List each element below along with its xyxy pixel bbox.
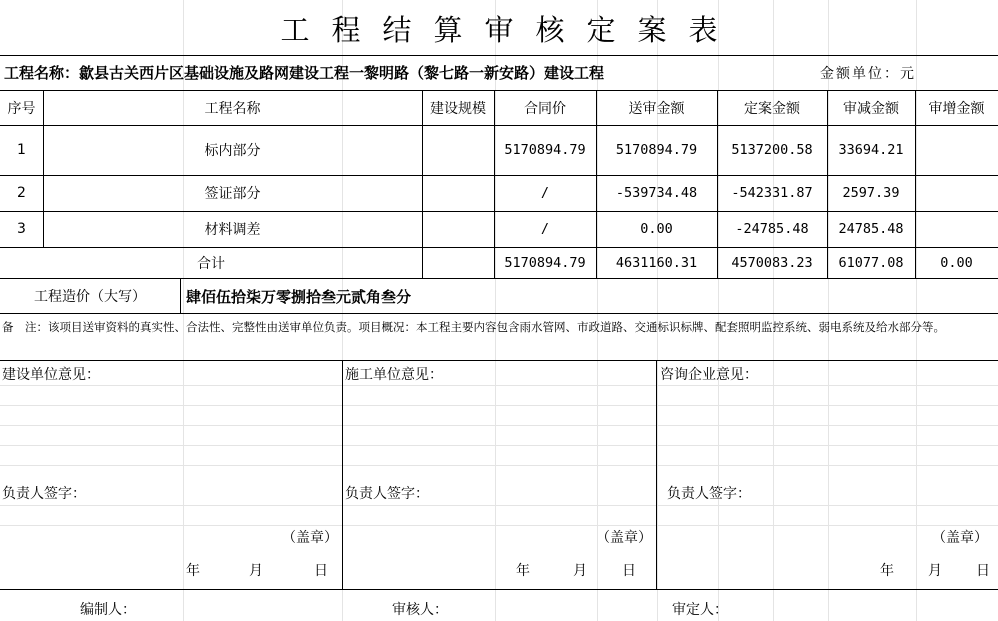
header-approved-amount: 定案金额 [744,100,800,117]
row-scale [422,211,494,247]
row-scale [422,175,494,211]
row-submitted-amount: 0.00 [640,221,673,237]
opinion-title: 施工单位意见： [345,367,443,383]
seal-label: （盖章） [932,530,988,546]
row-reduced-amount: 2597.39 [842,185,900,201]
header-project-name: 工程名称 [204,100,261,117]
page-title: 工程结算审核定案表 [280,13,740,47]
row-submitted-amount: 5170894.79 [615,142,698,158]
cost-capital-label: 工程造价（大写） [34,288,146,305]
signature-label: 负责人签字： [345,486,429,502]
row-name: 标内部分 [204,143,261,159]
row-approved-amount: -24785.48 [735,221,809,237]
project-name-line [4,62,604,83]
month-label: 月 [928,563,942,579]
header-index: 序号 [7,100,36,117]
day-label: 日 [976,563,990,579]
row-approved-amount: -542331.87 [731,185,813,201]
row-approved-amount: 5137200.58 [731,142,813,158]
row-contract-price: 5170894.79 [504,142,586,158]
row-increased-amount [915,175,998,211]
signature-label: 负责人签字： [2,486,86,502]
opinion-title: 咨询企业意见： [660,367,758,383]
amount-unit: 金额单位：元 [820,66,916,82]
header-submitted-amount: 送审金额 [628,100,685,117]
row-contract-price: / [540,185,550,201]
header-scale: 建设规模 [430,100,486,117]
header-contract-price: 合同价 [524,100,566,117]
month-label: 月 [573,563,587,579]
year-label: 年 [880,563,894,579]
cost-capital-value: 肆佰伍拾柒万零捌拾叁元贰角叁分 [186,288,412,306]
project-name-value: 歙县古关西片区基础设施及路网建设工程一黎明路（黎七路一新安路）建设工程 [79,64,605,82]
row-name: 材料调差 [204,222,261,238]
row-increased-amount [915,125,998,175]
row-reduced-amount: 33694.21 [838,142,904,158]
reviewer-label: 审核人： [392,602,448,618]
day-label: 日 [314,563,328,579]
row-index: 3 [17,221,26,237]
row-reduced-amount: 24785.48 [838,221,904,237]
seal-label: （盖章） [282,530,338,546]
total-label: 合计 [197,255,225,272]
total-submitted-amount: 4631160.31 [615,254,698,271]
row-name: 签证部分 [204,186,261,202]
row-submitted-amount: -539734.48 [615,185,698,201]
row-increased-amount [915,211,998,247]
remarks-note: 备 注：该项目送审资料的真实性、合法性、完整性由送审单位负责。项目概况：本工程主要内容包含雨水管网、市政道路、交通标识标牌、配套照明监控系统、弱电系统及给水部分等。 [2,320,945,334]
row-index: 1 [17,142,26,158]
total-approved-amount: 4570083.23 [731,254,813,271]
compiler-label: 编制人： [80,602,136,618]
total-increased-amount: 0.00 [940,254,973,271]
approver-label: 审定人： [672,602,728,618]
seal-label: （盖章） [596,530,652,546]
opinion-title: 建设单位意见： [2,367,100,383]
signature-label: 负责人签字： [667,486,751,502]
header-reduced-amount: 审减金额 [843,100,899,117]
month-label: 月 [249,563,263,579]
header-increased-amount: 审增金额 [928,100,985,117]
total-reduced-amount: 61077.08 [838,254,904,271]
row-contract-price: / [540,221,550,237]
year-label: 年 [186,563,200,579]
project-name-label: 工程名称： [4,64,80,82]
total-contract-price: 5170894.79 [504,254,586,271]
row-index: 2 [17,185,26,201]
year-label: 年 [516,563,530,579]
row-scale [422,125,494,175]
day-label: 日 [622,563,636,579]
